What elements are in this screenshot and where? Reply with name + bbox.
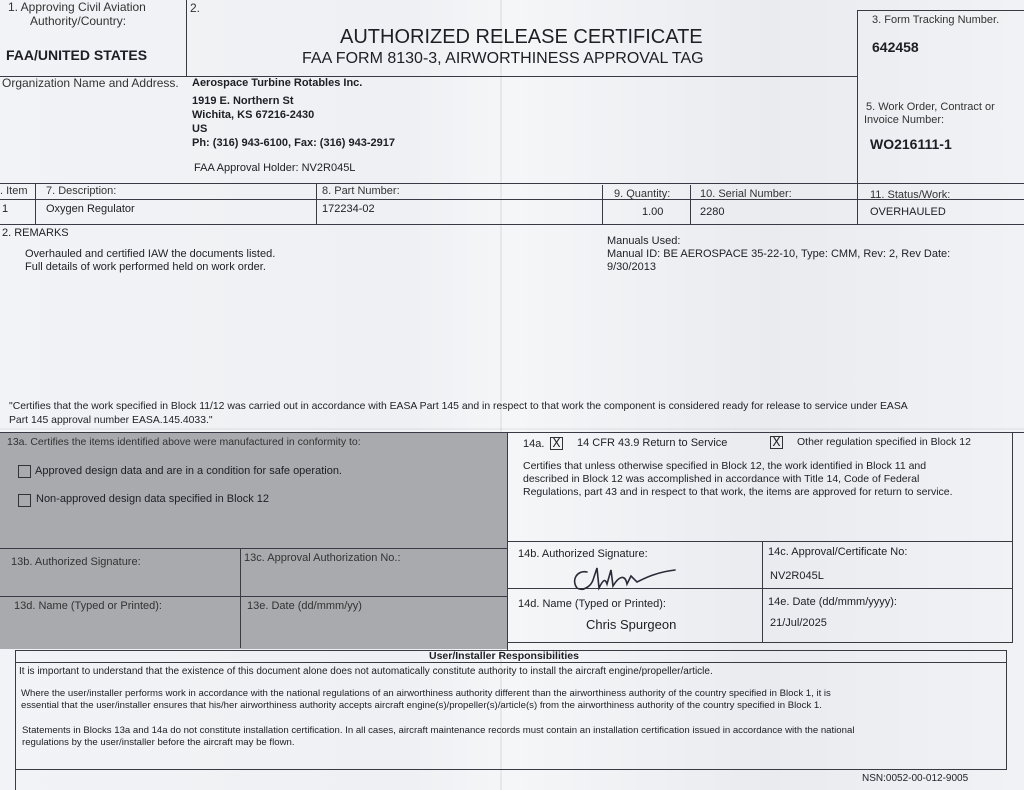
block5-label: 5. Work Order, Contract or xyxy=(866,101,995,113)
remarks-label: 2. REMARKS xyxy=(2,227,69,239)
form-subtitle: FAA FORM 8130-3, AIRWORTHINESS APPROVAL TAG xyxy=(302,50,704,67)
col-header-serial: 10. Serial Number: xyxy=(700,188,792,200)
approving-authority: FAA/UNITED STATES xyxy=(6,47,148,63)
block14-bottom-rule xyxy=(507,642,1013,643)
authorized-signature xyxy=(565,562,695,594)
table-top-rule xyxy=(0,183,1024,184)
item-serial: 2280 xyxy=(700,206,725,218)
block14b-top-rule xyxy=(507,541,1013,542)
item-status: OVERHAULED xyxy=(870,206,946,218)
block14a-option-other: Other regulation specified in Block 12 xyxy=(797,436,971,448)
block14a-cert-line1: Certifies that unless otherwise specified in Block 12, the work identified in Block 11 and xyxy=(523,460,927,472)
col-divider-3 xyxy=(602,185,603,224)
item-part-number: 172234-02 xyxy=(322,203,375,215)
block5-divider xyxy=(857,78,858,186)
organization-phone: Ph: (316) 943-6100, Fax: (316) 943-2917 xyxy=(192,137,396,149)
remarks-line1: Overhauled and certified IAW the documents listed. xyxy=(25,248,276,260)
header-divider-1 xyxy=(186,0,187,76)
block13-top-rule xyxy=(0,432,1024,433)
block14a-label: 14a. xyxy=(523,438,545,450)
organization-label: Organization Name and Address. xyxy=(2,76,179,90)
block5-label-line2: Invoice Number: xyxy=(864,114,945,126)
block14e-label: 14e. Date (dd/mmm/yyyy): xyxy=(768,596,897,608)
block14-col-divider xyxy=(762,541,763,643)
block14d-label: 14d. Name (Typed or Printed): xyxy=(518,598,666,610)
paper-fold-horizontal xyxy=(0,428,1024,430)
item-number: 1 xyxy=(2,203,9,215)
col-header-status: 11. Status/Work: xyxy=(870,189,951,201)
item-quantity: 1.00 xyxy=(642,206,664,218)
user-resp-paragraph3-line1: Statements in Blocks 13a and 14a do not constitute installation certification. In all cases, aircraft maintenance records must contain an installation certification issued in accordance with the national xyxy=(22,725,855,736)
block14c-label: 14c. Approval/Certificate No: xyxy=(768,546,908,558)
block3-label: 3. Form Tracking Number. xyxy=(872,14,1000,26)
easa-statement-line2: Part 145 approval number EASA.145.4033." xyxy=(9,415,213,426)
block13a-checkbox-approved[interactable] xyxy=(18,465,31,478)
header-top-right-rule xyxy=(857,10,1024,11)
col-divider-4 xyxy=(690,185,691,224)
manual-id-line2: 9/30/2013 xyxy=(607,261,656,273)
table-bottom-rule xyxy=(0,224,1024,225)
block13a-option-non-approved: Non-approved design data specified in Block 12 xyxy=(36,493,269,505)
col-header-quantity: 9. Quantity: xyxy=(614,188,671,200)
block2-label: 2. xyxy=(190,1,201,15)
user-resp-paragraph3-line2: regulations by the user/installer before the aircraft may be flown. xyxy=(22,737,295,748)
work-order-number: WO216111-1 xyxy=(870,136,952,152)
signer-name: Chris Spurgeon xyxy=(586,617,677,632)
col-header-description: 7. Description: xyxy=(46,185,117,197)
block14a-cert-line2: described in Block 12 was accomplished in accordance with Title 14, Code of Federal xyxy=(523,473,920,485)
user-responsibilities-title: User/Installer Responsibilities xyxy=(429,650,579,662)
user-resp-paragraph2-line2: essential that the user/installer ensures that his/her airworthiness authority accepts aircraft engine(s)/propeller(s)/article(s) from the airworthiness authority of the country specified in Block 1. xyxy=(21,700,822,711)
user-box-right xyxy=(1006,650,1007,770)
release-date: 21/Jul/2025 xyxy=(770,617,827,629)
block13c-label: 13c. Approval Authorization No.: xyxy=(244,552,401,564)
organization-address2: Wichita, KS 67216-2430 xyxy=(192,109,315,121)
block13a-option-approved: Approved design data and are in a condition for safe operation. xyxy=(35,465,342,477)
block13d-label: 13d. Name (Typed or Printed): xyxy=(14,600,162,612)
block1-label: 1. Approving Civil Aviation xyxy=(8,0,146,14)
header-divider-2 xyxy=(857,10,858,78)
block1-label-line2: Authority/Country: xyxy=(30,14,127,28)
block14-right-edge xyxy=(1012,432,1013,642)
block14a-checkbox-other[interactable]: X xyxy=(770,436,783,449)
block13b-label: 13b. Authorized Signature: xyxy=(11,556,141,568)
approval-certificate-number: NV2R045L xyxy=(770,570,824,582)
user-resp-paragraph1: It is important to understand that the existence of this document alone does not automatically constitute authority to install the aircraft engine/propeller/article. xyxy=(19,666,713,677)
block13-col-divider xyxy=(240,548,241,648)
col-header-item: . Item xyxy=(0,185,28,197)
user-box-bottom xyxy=(15,769,1007,770)
manuals-label: Manuals Used: xyxy=(607,235,681,247)
form-title: AUTHORIZED RELEASE CERTIFICATE xyxy=(340,26,703,48)
block13a-checkbox-non-approved[interactable] xyxy=(18,494,31,507)
user-box-title-rule xyxy=(15,662,1007,663)
user-resp-paragraph2-line1: Where the user/installer performs work in accordance with the national regulations of an airworthiness authority different than the airworthiness authority of the country specified in Block 1, it is xyxy=(21,688,831,699)
organization-address1: 1919 E. Northern St xyxy=(192,95,294,107)
nsn-number: NSN:0052-00-012-9005 xyxy=(862,773,969,784)
faa-approval-holder: FAA Approval Holder: NV2R045L xyxy=(194,162,356,174)
block14b-label: 14b. Authorized Signature: xyxy=(518,548,648,560)
col-divider-5 xyxy=(857,185,858,224)
organization-name: Aerospace Turbine Rotables Inc. xyxy=(192,77,363,89)
block13b-top-rule xyxy=(0,548,507,549)
col-divider-1 xyxy=(35,183,36,224)
block14a-option-cfr-43-9: 14 CFR 43.9 Return to Service xyxy=(577,437,728,449)
block13d-top-rule xyxy=(0,596,507,597)
easa-statement-line1: "Certifies that the work specified in Block 11/12 was carried out in accordance with EASA Part 145 and in respect to that work the component is considered ready for release to service under EASA xyxy=(9,401,908,412)
block13a-label: 13a. Certifies the items identified above were manufactured in conformity to: xyxy=(7,436,361,448)
item-description: Oxygen Regulator xyxy=(46,203,135,215)
manual-id-line1: Manual ID: BE AEROSPACE 35-22-10, Type: CMM, Rev: 2, Rev Date: xyxy=(607,248,951,260)
organization-country: US xyxy=(192,123,208,135)
block14a-cert-line3: Regulations, part 43 and in respect to that work, the items are approved for return to service. xyxy=(523,486,953,498)
block13e-label: 13e. Date (dd/mmm/yy) xyxy=(247,600,362,612)
col-divider-2 xyxy=(316,183,317,224)
block14a-checkbox-cfr-43-9[interactable]: X xyxy=(550,437,563,450)
form-tracking-number: 642458 xyxy=(872,39,919,55)
remarks-line2: Full details of work performed held on work order. xyxy=(25,261,266,273)
col-header-part-number: 8. Part Number: xyxy=(322,185,400,197)
